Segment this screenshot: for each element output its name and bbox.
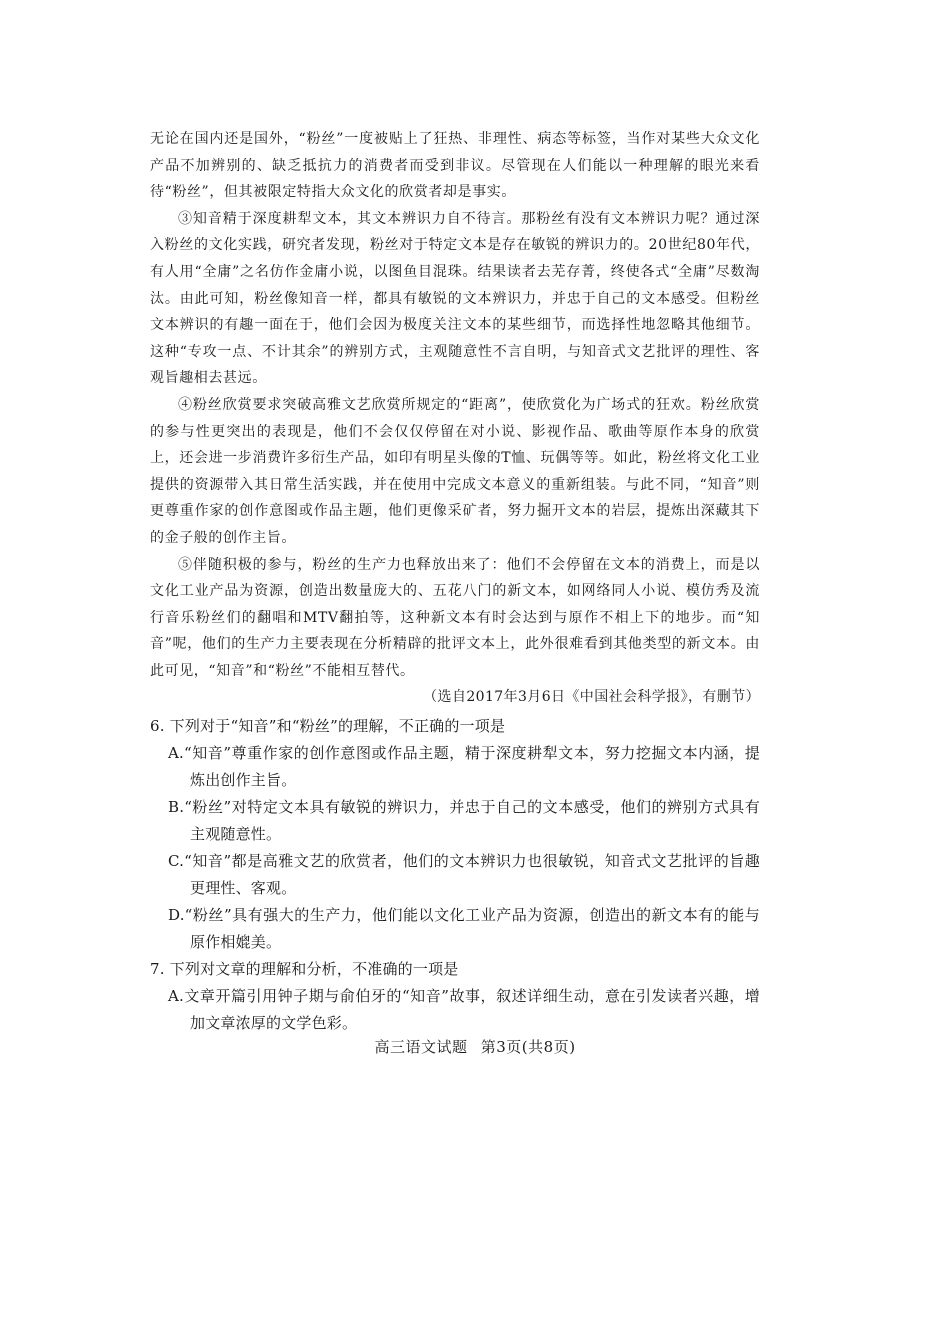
- passage-paragraph-4: ④粉丝欣赏要求突破高雅文艺欣赏所规定的“距离”，使欣赏化为广场式的狂欢。粉丝欣赏的参与性更突出的表现是，他们不会仅仅停留在对小说、影视作品、歌曲等原作本身的欣赏上，还会进一步消费许多衍生产品，如印有明星头像的T恤、玩偶等等。如此，粉丝将文化工业提供的资源带入其日常生活实践，并在使用中完成文本意义的重新组装。与此不同，“知音”则更尊重作家的创作意图或作品主题，他们更像采矿者，努力掘开文本的岩层，提炼出深藏其下的金子般的创作主旨。: [150, 396, 760, 546]
- option-letter: C.: [168, 852, 185, 870]
- option-letter: D.: [168, 906, 185, 924]
- passage-source: （选自2017年3月6日《中国社会科学报》，有删节）: [423, 689, 760, 706]
- option-text: “粉丝”对特定文本具有敏锐的辨识力，并忠于自己的文本感受，他们的辨别方式具有主观随意性。: [184, 798, 760, 843]
- option-letter: A.: [168, 987, 185, 1005]
- option-text: “粉丝”具有强大的生产力，他们能以文化工业产品为资源，创造出的新文本有的能与原作相媲美。: [184, 906, 760, 951]
- footer-page-number: 第3页(共8页): [480, 1038, 576, 1056]
- question-6-option-a: [150, 740, 760, 794]
- option-letter: B.: [168, 798, 185, 816]
- passage-paragraph-2: 无论在国内还是国外，“粉丝”一度被贴上了狂热、非理性、病态等标签，当作对某些大众文化产品不加辨别的、缺乏抵抗力的消费者而受到非议。尽管现在人们能以一种理解的眼光来看待“粉丝”，但其被限定特指大众文化的欣赏者却是事实。: [150, 131, 760, 201]
- reading-passage: [150, 126, 760, 711]
- question-7-stem: 7. 下列对文章的理解和分析，不准确的一项是: [150, 960, 459, 978]
- question-7-option-a: [150, 983, 760, 1037]
- question-6-stem: 6. 下列对于“知音”和“粉丝”的理解，不正确的一项是: [150, 717, 506, 735]
- question-6-option-c: [150, 848, 760, 902]
- option-text: “知音”尊重作家的创作意图或作品主题，精于深度耕犁文本，努力挖掘文本内涵，提炼出创作主旨。: [184, 744, 760, 789]
- passage-paragraph-3: ③知音精于深度耕犁文本，其文本辨识力自不待言。那粉丝有没有文本辨识力呢？通过深入粉丝的文化实践，研究者发现，粉丝对于特定文本是存在敏锐的辨识力的。20世纪80年代，有人用“全庸”之名仿作金庸小说，以图鱼目混珠。结果读者去芜存菁，终使各式“全庸”尽数淘汰。由此可知，粉丝像知音一样，都具有敏锐的文本辨识力，并忠于自己的文本感受。但粉丝文本辨识的有趣一面在于，他们会因为极度关注文本的某些细节，而选择性地忽略其他细节。这种“专攻一点、不计其余”的辨别方式，主观随意性不言自明，与知音式文艺批评的理性、客观旨趣相去甚远。: [150, 210, 760, 387]
- option-text: 文章开篇引用钟子期与俞伯牙的“知音”故事，叙述详细生动，意在引发读者兴趣，增加文章浓厚的文学色彩。: [184, 987, 760, 1032]
- passage-paragraph-5: ⑤伴随积极的参与，粉丝的生产力也释放出来了：他们不会停留在文本的消费上，而是以文化工业产品为资源，创造出数量庞大的、五花八门的新文本，如网络同人小说、模仿秀及流行音乐粉丝们的翻唱和MTV翻拍等，这种新文本有时会达到与原作不相上下的地步。而“知音”呢，他们的生产力主要表现在分析精辟的批评文本上，此外很难看到其他类型的新文本。由此可见，“知音”和“粉丝”不能相互替代。: [150, 556, 760, 679]
- page-footer: [0, 1036, 950, 1057]
- option-letter: A.: [168, 744, 185, 762]
- footer-exam-title: 高三语文试题: [374, 1038, 468, 1056]
- option-text: “知音”都是高雅文艺的欣赏者，他们的文本辨识力也很敏锐，知音式文艺批评的旨趣更理性、客观。: [184, 852, 760, 897]
- question-6-option-b: [150, 794, 760, 848]
- questions-section: [150, 713, 760, 1037]
- question-6-option-d: [150, 902, 760, 956]
